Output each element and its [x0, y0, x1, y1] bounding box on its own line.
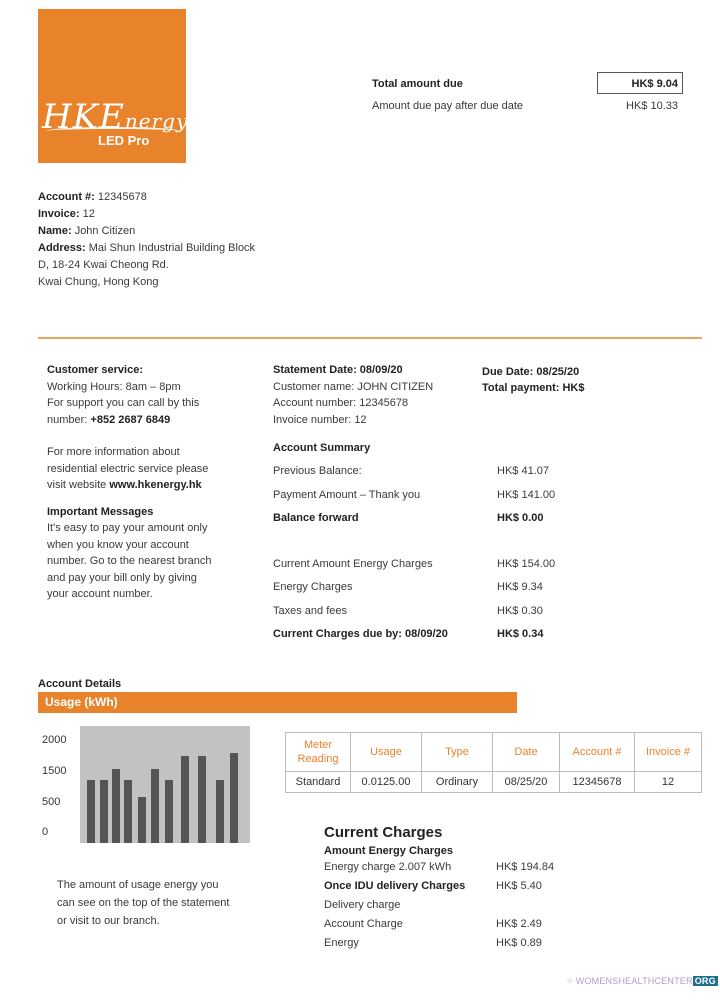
account-summary-title: Account Summary [273, 442, 371, 454]
after-due-value: HK$ 10.33 [626, 100, 678, 112]
charge-row [324, 918, 624, 937]
usage-bar [230, 753, 238, 843]
customer-service-panel [47, 362, 247, 603]
summary-row [273, 465, 613, 489]
table-cell: 08/25/20 [493, 772, 560, 793]
table-cell: 12345678 [560, 772, 635, 793]
charge-row [324, 861, 624, 880]
usage-note-line: or visit to our branch. [57, 915, 160, 927]
summary-row [273, 605, 613, 629]
header-type: Type [422, 733, 493, 772]
current-charges-title: Current Charges [324, 824, 443, 841]
summary-label: Current Charges due by: 08/09/20 [273, 628, 448, 640]
hk-energy-logo [38, 9, 189, 163]
logo-subtitle: LED Pro [98, 133, 150, 148]
account-details-title: Account Details [38, 678, 122, 690]
statement-account-number: Account number: 12345678 [273, 397, 409, 409]
account-line [38, 189, 255, 206]
usage-bar [165, 780, 173, 843]
table-cell: Ordinary [422, 772, 493, 793]
y-tick-label: 1500 [42, 765, 67, 777]
summary-label: Energy Charges [273, 581, 353, 593]
summary-label: Previous Balance: [273, 465, 362, 477]
message-line: your account number. [47, 588, 153, 600]
y-tick-label: 0 [42, 826, 49, 838]
table-cell: 12 [635, 772, 702, 793]
charge-value: HK$ 0.89 [496, 937, 542, 949]
customer-info [38, 189, 255, 291]
messages-title: Important Messages [47, 505, 154, 518]
usage-note-line: can see on the top of the statement [57, 897, 230, 909]
usage-bar [198, 756, 206, 843]
summary-value: HK$ 154.00 [497, 557, 556, 570]
total-due-row [372, 76, 682, 98]
charge-label: Account Charge [324, 918, 403, 930]
website-prefix: visit website [47, 479, 107, 491]
usage-bar [216, 780, 224, 843]
phone-prefix: number: [47, 413, 88, 426]
due-date-panel [482, 364, 584, 396]
usage-header-bar: Usage (kWh) [38, 692, 517, 713]
table-row [286, 772, 702, 793]
usage-bar [151, 769, 159, 843]
y-tick-label: 500 [42, 796, 61, 808]
header-invoice: Invoice # [635, 733, 702, 772]
account-label: Account #: [38, 191, 95, 203]
summary-value: HK$ 0.30 [497, 604, 543, 617]
charge-value: HK$ 194.84 [496, 861, 555, 873]
section-divider [38, 337, 702, 339]
address-line3: Kwai Chung, Hong Kong [38, 276, 159, 288]
watermark [566, 976, 718, 987]
usage-note [57, 876, 267, 930]
message-line: and pay your bill only by giving [47, 571, 197, 584]
phone-number[interactable]: +852 2687 6849 [90, 413, 171, 426]
statement-date: Statement Date: 08/09/20 [273, 364, 403, 376]
total-payment: Total payment: HK$ [482, 382, 585, 394]
usage-bar-chart [80, 726, 250, 843]
invoice-label: Invoice: [38, 208, 80, 220]
summary-value: HK$ 9.34 [497, 581, 543, 593]
name-label: Name: [38, 225, 72, 237]
statement-invoice-number: Invoice number: 12 [273, 413, 367, 426]
totals-panel [372, 76, 682, 120]
message-line: number. Go to the nearest branch [47, 555, 212, 567]
header-line: Meter [303, 739, 333, 751]
name-line [38, 223, 255, 240]
address-line2: D, 18-24 Kwai Cheong Rd. [38, 259, 169, 271]
due-date: Due Date: 08/25/20 [482, 366, 580, 378]
total-due-label: Total amount due [372, 78, 463, 90]
summary-row [273, 489, 613, 513]
charge-label: Once IDU delivery Charges [324, 880, 466, 892]
current-charges-panel [324, 824, 624, 956]
support-phone-line [47, 412, 247, 429]
message-line: when you know your account [47, 538, 189, 551]
watermark-org-badge: ORG [694, 976, 716, 986]
summary-row [273, 581, 613, 605]
header-usage: Usage [351, 733, 422, 772]
service-title: Customer service: [47, 364, 143, 376]
website-line [47, 477, 247, 494]
summary-label: Current Amount Energy Charges [273, 557, 433, 570]
header-account: Account # [560, 733, 635, 772]
statement-panel [273, 362, 613, 652]
charge-row [324, 937, 624, 956]
logo-prefix: HK [42, 97, 100, 137]
meter-reading-table [285, 732, 702, 793]
logo-rest: nergy [124, 109, 189, 133]
address-label: Address: [38, 242, 86, 254]
info-text-2: residential electric service please [47, 462, 209, 475]
summary-value: HK$ 0.34 [497, 628, 544, 640]
invoice-value: 12 [82, 208, 95, 220]
usage-bar [138, 797, 146, 843]
info-text-1: For more information about [47, 446, 180, 458]
message-line: It's easy to pay your amount only [47, 522, 208, 534]
watermark-text: WOMENSHEALTHCENTER [575, 976, 693, 986]
charge-value: HK$ 2.49 [496, 918, 542, 930]
statement-customer-name: Customer name: JOHN CITIZEN [273, 380, 434, 393]
address-line [38, 240, 255, 257]
account-value: 12345678 [97, 191, 147, 203]
charge-row [324, 880, 624, 899]
summary-row [273, 558, 613, 582]
support-text: For support you can call by this [47, 397, 200, 409]
logo-initial: E [99, 97, 125, 137]
after-due-row [372, 98, 682, 120]
total-due-value: HK$ 9.04 [631, 78, 678, 90]
charge-label: Energy [324, 937, 359, 949]
usage-bar [87, 780, 95, 843]
charge-label: Energy charge 2.007 kWh [324, 861, 452, 873]
after-due-label: Amount due pay after due date [372, 100, 524, 112]
summary-label: Taxes and fees [273, 604, 347, 617]
watermark-dots-icon: ⁘ [566, 976, 574, 986]
summary-value: HK$ 141.00 [497, 488, 556, 501]
usage-note-line: The amount of usage energy you [57, 879, 219, 891]
summary-row [273, 512, 613, 536]
usage-bar [124, 780, 132, 843]
header-meter-reading [286, 733, 351, 772]
website-link[interactable]: www.hkenergy.hk [109, 479, 202, 491]
charge-row [324, 899, 624, 918]
header-date: Date [493, 733, 560, 772]
usage-bar [112, 769, 120, 843]
charge-value: HK$ 5.40 [496, 880, 542, 892]
summary-label: Payment Amount – Thank you [273, 488, 421, 501]
usage-bar [100, 780, 108, 843]
table-cell: 0.0125.00 [351, 772, 422, 793]
summary-value: HK$ 41.07 [497, 465, 549, 477]
charge-label: Amount Energy Charges [324, 845, 453, 857]
address-line1: Mai Shun Industrial Building Block [88, 242, 256, 254]
charge-row [324, 845, 624, 861]
service-hours: Working Hours: 8am – 8pm [47, 380, 181, 393]
summary-value: HK$ 0.00 [497, 512, 544, 524]
invoice-line [38, 206, 255, 223]
table-cell: Standard [286, 772, 351, 793]
usage-bar [181, 756, 189, 843]
summary-label: Balance forward [273, 512, 359, 524]
charge-label: Delivery charge [324, 899, 401, 911]
table-header-row [286, 733, 702, 772]
y-tick-label: 2000 [42, 734, 67, 746]
header-line: Reading [297, 753, 339, 765]
summary-row [273, 628, 613, 652]
name-value: John Citizen [74, 225, 136, 237]
